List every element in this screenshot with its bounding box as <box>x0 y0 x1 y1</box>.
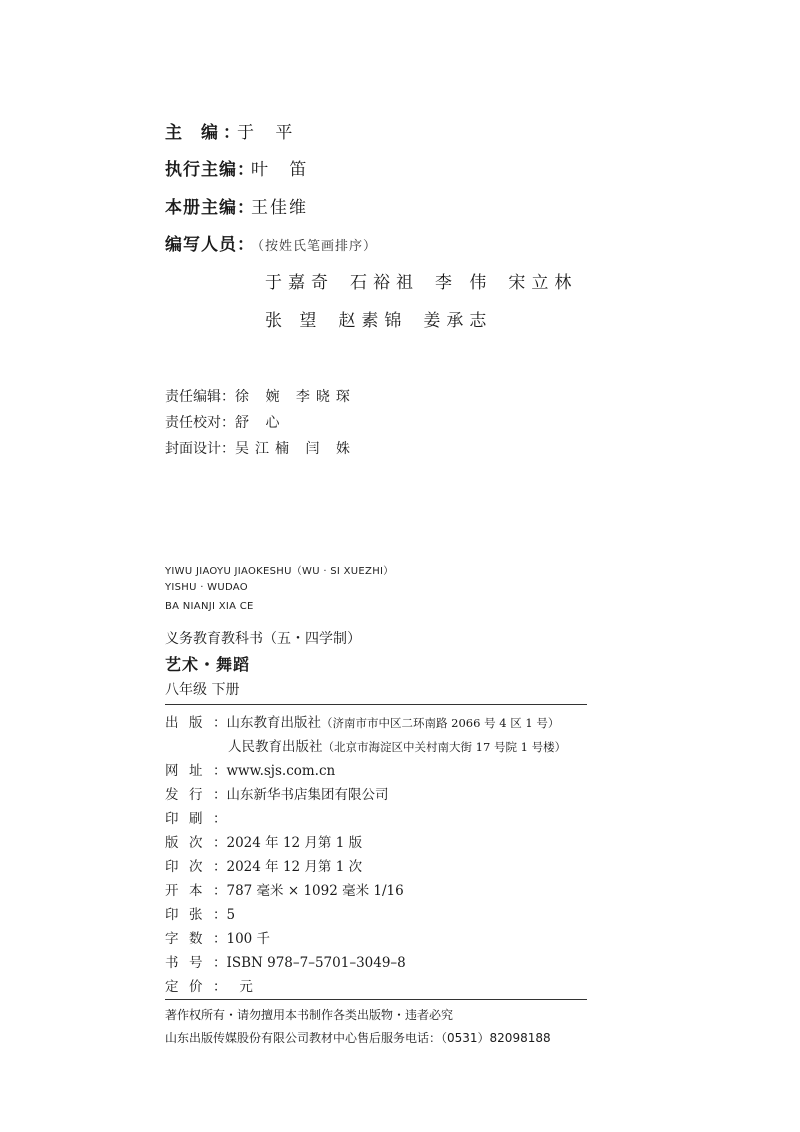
cip-row <box>165 927 270 947</box>
cip-colon: ： <box>213 883 227 899</box>
cip-key-char: 数 <box>189 931 203 947</box>
cip-row <box>165 831 362 851</box>
writer-name: 于嘉奇 <box>265 273 334 293</box>
resp-colon: ： <box>221 389 235 405</box>
cip-key-char: 定 <box>165 979 179 995</box>
cip-key-char: 印 <box>165 907 179 923</box>
writer-name: 赵素锦 <box>338 311 408 331</box>
cip-colon: ： <box>213 955 227 971</box>
writers-order-note: （按姓氏笔画排序） <box>251 239 378 254</box>
cip-key <box>165 831 213 851</box>
chief-editor-colon: ： <box>223 123 241 143</box>
cip-key-char: 印 <box>165 811 179 827</box>
cip-key-char: 价 <box>189 979 203 995</box>
cip-row <box>165 879 404 899</box>
resp-label: 封面设计 <box>165 441 221 457</box>
cover-design-row <box>165 438 356 458</box>
cip-row <box>165 807 227 827</box>
writer-name: 石裕祖 <box>350 273 419 293</box>
responsible-editor-row <box>165 386 356 406</box>
cip-colon: ： <box>213 979 227 995</box>
writers-row <box>165 230 377 255</box>
cip-key-char: 书 <box>165 955 179 971</box>
responsible-proofreader-row <box>165 412 285 432</box>
cip-key <box>165 951 213 971</box>
resp-colon: ： <box>221 415 235 431</box>
cip-colon: ： <box>213 715 227 731</box>
writer-name: 姜承志 <box>423 311 493 331</box>
cip-key-char: 网 <box>165 763 179 779</box>
book-series: 义务教育教科书（五・四学制） <box>165 631 361 647</box>
cip-row <box>165 903 235 923</box>
cip-key-char: 次 <box>189 859 203 875</box>
website-link[interactable]: www.sjs.com.cn <box>226 763 336 779</box>
divider-top <box>165 704 587 705</box>
writers-label: 编写人员 <box>165 235 237 255</box>
cip-row <box>165 759 335 779</box>
publisher-2-address: （北京市海淀区中关村南大街 17 号院 1 号楼） <box>322 740 567 754</box>
chief-editor-label-a: 主 <box>165 123 183 143</box>
cip-key-char: 号 <box>189 955 203 971</box>
cip-key-char: 发 <box>165 787 179 803</box>
divider-bottom <box>165 999 587 1000</box>
cip-key <box>165 711 213 731</box>
volume-editor-row <box>165 193 308 218</box>
publisher-1-address: （济南市市中区二环南路 2066 号 4 区 1 号） <box>321 716 560 730</box>
writer-name: 李 伟 <box>435 273 493 293</box>
volume-editor-label: 本册主编 <box>165 198 237 218</box>
cip-key-char: 张 <box>189 907 203 923</box>
cip-value: 山东新华书店集团有限公司 <box>226 787 389 803</box>
cip-key-char: 次 <box>189 835 203 851</box>
cip-colon: ： <box>213 763 227 779</box>
cip-key <box>165 903 213 923</box>
writers-line-1 <box>265 268 593 293</box>
book-title: 艺术・舞蹈 <box>165 655 251 674</box>
cip-value: 2024 年 12 月第 1 版 <box>226 835 363 851</box>
cip-value: 787 毫米 × 1092 毫米 1/16 <box>226 883 404 899</box>
cip-value: 5 <box>226 907 236 923</box>
resp-colon: ： <box>221 441 235 457</box>
cip-row <box>165 951 406 971</box>
publisher-1: 山东教育出版社 <box>226 715 321 731</box>
exec-editor-value: 叶 笛 <box>251 160 315 180</box>
cip-publisher-row-2 <box>228 735 566 755</box>
cip-row <box>165 783 389 803</box>
resp-value: 徐 婉 李晓琛 <box>235 389 356 405</box>
resp-value: 舒 心 <box>235 415 286 431</box>
cip-key <box>165 807 213 827</box>
cip-value: 2024 年 12 月第 1 次 <box>226 859 363 875</box>
cip-key-char: 开 <box>165 883 179 899</box>
publisher-2: 人民教育出版社 <box>228 739 323 755</box>
copyright-notice: 著作权所有・请勿擅用本书制作各类出版物・违者必究 <box>165 1008 454 1022</box>
cip-key <box>165 783 213 803</box>
writer-name: 宋立林 <box>508 273 578 293</box>
cip-key-char: 址 <box>189 763 203 779</box>
cip-colon: ： <box>213 787 227 803</box>
cip-row <box>165 975 253 995</box>
exec-editor-label: 执行主编 <box>165 160 237 180</box>
cip-colon: ： <box>213 931 227 947</box>
resp-value: 吴江楠 闫 姝 <box>235 441 356 457</box>
pinyin-line-1: YIWU JIAOYU JIAOKESHU（WU · SI XUEZHI） <box>165 566 394 577</box>
pinyin-line-2: YISHU · WUDAO <box>165 582 248 593</box>
cip-key <box>165 879 213 899</box>
chief-editor-label-b: 编 <box>201 123 219 143</box>
cip-publisher-row <box>165 711 559 731</box>
cip-key-char: 刷 <box>189 811 203 827</box>
cip-key <box>165 855 213 875</box>
cip-colon: ： <box>213 835 227 851</box>
writers-line-2 <box>265 306 508 331</box>
cip-key <box>165 927 213 947</box>
cip-colon: ： <box>213 859 227 875</box>
exec-editor-row <box>165 155 314 180</box>
cip-key-char: 本 <box>189 883 203 899</box>
volume-editor-value: 王佳维 <box>251 198 308 218</box>
cip-colon: ： <box>213 811 227 827</box>
book-grade: 八年级 下册 <box>165 682 240 698</box>
cip-key-char: 出 <box>165 715 179 731</box>
service-phone: 山东出版传媒股份有限公司教材中心售后服务电话：（0531）82098188 <box>165 1031 551 1045</box>
isbn-value: ISBN 978–7–5701–3049–8 <box>226 955 406 971</box>
resp-label: 责任校对 <box>165 415 221 431</box>
cip-colon: ： <box>213 907 227 923</box>
cip-key <box>165 975 213 995</box>
writers-colon: ： <box>237 235 255 255</box>
cip-value: 100 千 <box>226 931 271 947</box>
exec-editor-colon: ： <box>237 160 255 180</box>
cip-key-char: 版 <box>165 835 179 851</box>
resp-label: 责任编辑 <box>165 389 221 405</box>
cip-row <box>165 855 362 875</box>
writer-name: 张 望 <box>265 311 323 331</box>
cip-key-char: 字 <box>165 931 179 947</box>
cip-key-char: 版 <box>189 715 203 731</box>
cip-key <box>165 759 213 779</box>
price-value: 元 <box>226 979 253 995</box>
pinyin-line-3: BA NIANJI XIA CE <box>165 601 254 612</box>
volume-editor-colon: ： <box>237 198 255 218</box>
chief-editor-value: 于 平 <box>237 123 301 143</box>
cip-key-char: 行 <box>189 787 203 803</box>
cip-key-char: 印 <box>165 859 179 875</box>
chief-editor-row <box>165 118 300 143</box>
